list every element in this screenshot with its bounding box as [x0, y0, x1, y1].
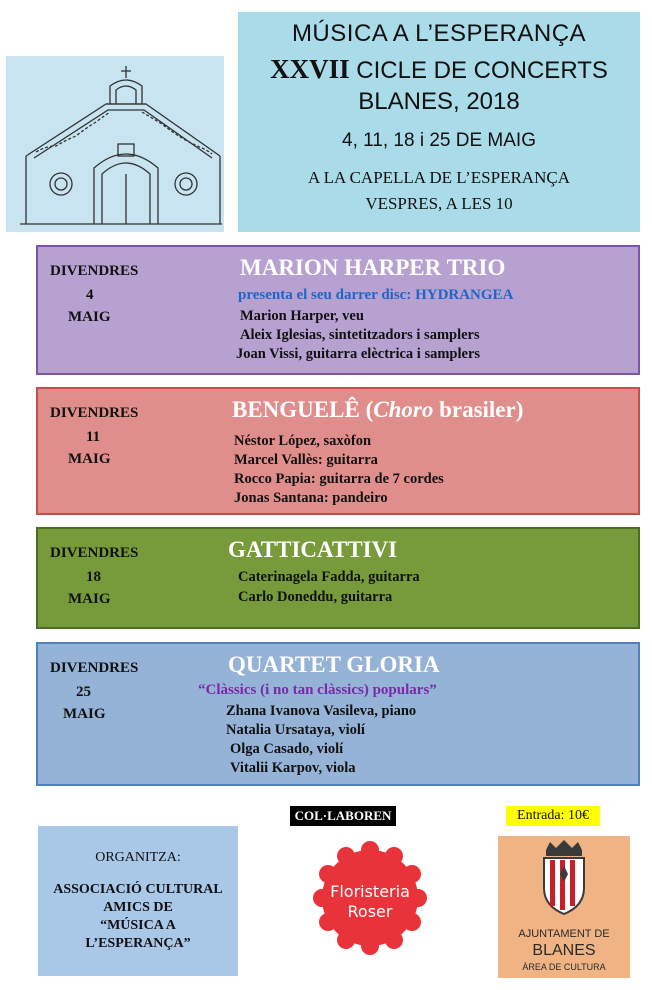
- organizer-label: ORGANITZA:: [95, 850, 181, 865]
- collaborators-label: COL·LABOREN: [290, 806, 396, 826]
- florist-logo: [310, 838, 430, 958]
- performer-line: Marion Harper, veu: [240, 308, 364, 324]
- event-dates: 4, 11, 18 i 25 DE MAIG: [342, 130, 536, 151]
- performer-line: Rocco Papia: guitarra de 7 cordes: [234, 471, 444, 487]
- chapel-illustration: [6, 56, 224, 232]
- concert-day: DIVENDRES: [50, 545, 139, 561]
- event-place: A LA CAPELLA DE L’ESPERANÇA: [308, 168, 570, 187]
- concert-subtitle: “Clàssics (i no tan clàssics) populars”: [198, 682, 437, 698]
- organizer-name-line: AMICS DE: [103, 900, 173, 915]
- concert-card-4: [36, 642, 640, 786]
- chapel-drawing-icon: [6, 56, 224, 232]
- organizer-panel: [38, 826, 238, 976]
- performer-line: Natalia Ursataya, violí: [226, 722, 365, 738]
- council-area: ÀREA DE CULTURA: [522, 962, 606, 972]
- council-name-line: AJUNTAMENT DE: [518, 928, 610, 940]
- concert-day: DIVENDRES: [50, 660, 139, 676]
- performer-line: Aleix Iglesias, sintetitzadors i samplers: [240, 327, 480, 343]
- concert-date-number: 25: [76, 684, 91, 700]
- concert-date-number: 4: [86, 287, 94, 303]
- concert-day: DIVENDRES: [50, 405, 139, 421]
- concert-date-number: 18: [86, 569, 101, 585]
- concert-title: BENGUELÊ (Choro brasiler): [232, 397, 524, 422]
- performer-line: Zhana Ivanova Vasileva, piano: [226, 703, 417, 719]
- concert-month: MAIG: [68, 451, 111, 467]
- entry-price: Entrada: 10€: [506, 806, 600, 826]
- concert-title: QUARTET GLORIA: [228, 652, 440, 677]
- cycle-heading: [238, 54, 640, 85]
- concert-month: MAIG: [68, 309, 111, 325]
- concert-card-2: [36, 387, 640, 515]
- concert-day: DIVENDRES: [50, 263, 139, 279]
- cycle-number: XXVII: [270, 54, 350, 84]
- event-title: MÚSICA A L’ESPERANÇA: [291, 20, 587, 47]
- florist-name-line: Floristeria: [330, 882, 410, 901]
- concert-title: GATTICATTIVI: [228, 537, 398, 562]
- cycle-text: CICLE DE CONCERTS: [356, 57, 608, 84]
- performer-line: Joan Vissi, guitarra elèctrica i samplers: [236, 346, 481, 362]
- concert-card-3: [36, 527, 640, 629]
- organizer-name-line: ASSOCIACIÓ CULTURAL: [53, 882, 223, 897]
- performer-line: Olga Casado, violí: [230, 741, 344, 757]
- header-panel: [238, 12, 640, 232]
- city-year: BLANES, 2018: [358, 88, 520, 115]
- performer-line: Jonas Santana: pandeiro: [234, 490, 388, 506]
- concert-month: MAIG: [68, 591, 111, 607]
- organizer-name-line: “MÚSICA A: [100, 918, 176, 933]
- concert-title: MARION HARPER TRIO: [240, 255, 506, 280]
- council-town: BLANES: [532, 942, 596, 959]
- performer-line: Marcel Vallès: guitarra: [234, 452, 378, 468]
- performer-line: Vitalii Karpov, viola: [230, 760, 356, 776]
- concert-date-number: 11: [86, 429, 101, 445]
- florist-name-line: Roser: [347, 902, 393, 921]
- council-logo-panel: [498, 836, 630, 978]
- performer-line: Néstor López, saxòfon: [234, 433, 372, 449]
- concert-subtitle: presenta el seu darrer disc: HYDRANGEA: [238, 287, 514, 303]
- performer-line: Carlo Doneddu, guitarra: [238, 589, 393, 605]
- event-time: VESPRES, A LES 10: [365, 194, 513, 213]
- concert-card-1: [36, 245, 640, 375]
- organizer-name-line: L’ESPERANÇA”: [85, 936, 191, 951]
- performer-line: Caterinagela Fadda, guitarra: [238, 569, 420, 585]
- concert-month: MAIG: [63, 706, 106, 722]
